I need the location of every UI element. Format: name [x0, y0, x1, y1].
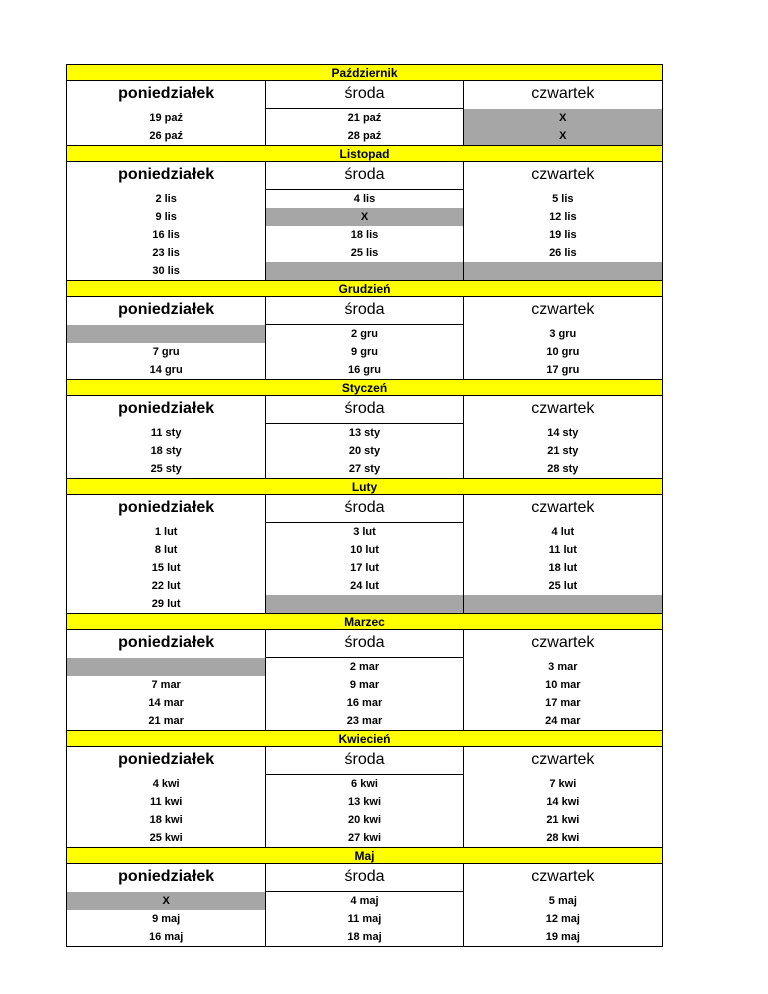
month-title: Styczeń: [66, 379, 663, 396]
table-row: [66, 190, 663, 208]
date-cell-thu: 24 mar: [545, 715, 581, 727]
date-cell-wed: 27 kwi: [265, 829, 463, 847]
month-section: [66, 478, 663, 613]
table-row: [66, 460, 663, 478]
date-cell-wed: 20 kwi: [265, 811, 463, 829]
header-thu: czwartek: [531, 868, 595, 885]
date-cell-wed: 21 paź: [265, 109, 463, 127]
header-thu: czwartek: [531, 85, 595, 102]
month-title: Kwiecień: [66, 730, 663, 747]
month-section: [66, 379, 663, 478]
date-cell-thu: 10 gru: [546, 346, 580, 358]
month-section: [66, 280, 663, 379]
date-cell-mon: 11 sty: [150, 427, 182, 439]
header-mon: poniedziałek: [118, 868, 215, 885]
header-wed: środa: [265, 495, 463, 523]
date-cell-mon: 11 kwi: [149, 796, 183, 808]
header-mon: poniedziałek: [118, 166, 215, 183]
date-cell-thu: 5 maj: [548, 895, 577, 907]
weekday-header-row: [66, 162, 663, 190]
header-wed: środa: [265, 297, 463, 325]
month-section: [66, 847, 663, 947]
header-mon: poniedziałek: [118, 751, 215, 768]
month-section: [66, 64, 663, 145]
date-cell-thu: 18 lut: [548, 562, 578, 574]
table-row: [66, 829, 663, 847]
date-cell-thu: 10 mar: [545, 679, 581, 691]
table-row: [66, 577, 663, 595]
table-row: [66, 541, 663, 559]
date-cell-mon: 18 kwi: [149, 814, 183, 826]
table-row: [66, 442, 663, 460]
header-mon: poniedziałek: [118, 634, 215, 651]
header-wed: środa: [265, 162, 463, 190]
header-thu: czwartek: [531, 166, 595, 183]
table-row: [66, 262, 663, 280]
date-cell-mon: 23 lis: [152, 247, 180, 259]
date-cell-thu: [464, 595, 662, 613]
date-cell-thu: 26 lis: [549, 247, 577, 259]
table-row: [66, 694, 663, 712]
date-cell-wed: 4 maj: [265, 892, 463, 910]
date-cell-wed: 18 lis: [265, 226, 463, 244]
date-cell-thu: X: [464, 127, 662, 145]
date-cell-mon: 18 sty: [150, 445, 182, 457]
table-row: [66, 343, 663, 361]
date-cell-wed: 13 sty: [265, 424, 463, 442]
date-cell-wed: 28 paź: [265, 127, 463, 145]
header-thu: czwartek: [531, 400, 595, 417]
month-title: Grudzień: [66, 280, 663, 297]
date-cell-wed: [265, 262, 463, 280]
date-cell-wed: 6 kwi: [265, 775, 463, 793]
weekday-header-row: [66, 630, 663, 658]
date-cell-wed: 24 lut: [265, 577, 463, 595]
date-cell-wed: X: [265, 208, 463, 226]
month-title: Maj: [66, 847, 663, 864]
date-cell-wed: 13 kwi: [265, 793, 463, 811]
weekday-header-row: [66, 81, 663, 109]
date-cell-thu: X: [464, 109, 662, 127]
table-row: [66, 109, 663, 127]
date-cell-wed: 2 gru: [265, 325, 463, 343]
weekday-header-row: [66, 747, 663, 775]
date-cell-mon: 26 paź: [149, 130, 183, 142]
header-wed: środa: [265, 864, 463, 892]
table-row: [66, 658, 663, 676]
header-mon: poniedziałek: [118, 301, 215, 318]
date-cell-thu: 28 sty: [547, 463, 579, 475]
date-cell-mon: 25 kwi: [149, 832, 183, 844]
table-row: [66, 226, 663, 244]
date-cell-wed: 9 mar: [265, 676, 463, 694]
header-thu: czwartek: [531, 751, 595, 768]
date-cell-thu: 4 lut: [551, 526, 575, 538]
date-cell-thu: 5 lis: [552, 193, 574, 205]
date-cell-wed: 9 gru: [265, 343, 463, 361]
date-cell-mon: X: [67, 892, 265, 910]
date-cell-mon: 4 kwi: [152, 778, 180, 790]
table-row: [66, 208, 663, 226]
date-cell-thu: 28 kwi: [546, 832, 580, 844]
date-cell-mon: 9 maj: [152, 913, 181, 925]
date-cell-thu: 14 sty: [547, 427, 579, 439]
date-cell-wed: 10 lut: [265, 541, 463, 559]
date-cell-thu: 11 lut: [548, 544, 577, 556]
schedule-table: [66, 64, 663, 947]
header-wed: środa: [265, 81, 463, 109]
header-wed: środa: [265, 396, 463, 424]
table-row: [66, 361, 663, 379]
date-cell-wed: 4 lis: [265, 190, 463, 208]
table-row: [66, 559, 663, 577]
date-cell-wed: 2 mar: [265, 658, 463, 676]
date-cell-mon: 8 lut: [154, 544, 178, 556]
date-cell-thu: 21 sty: [547, 445, 579, 457]
header-wed: środa: [265, 630, 463, 658]
date-cell-mon: 19 paź: [149, 112, 183, 124]
date-cell-thu: [464, 262, 662, 280]
date-cell-thu: 19 lis: [549, 229, 577, 241]
month-title: Marzec: [66, 613, 663, 630]
month-title: Listopad: [66, 145, 663, 162]
date-cell-wed: 20 sty: [265, 442, 463, 460]
date-cell-mon: 2 lis: [155, 193, 177, 205]
date-cell-mon: 21 mar: [148, 715, 184, 727]
date-cell-mon: [67, 325, 265, 343]
table-row: [66, 244, 663, 262]
weekday-header-row: [66, 396, 663, 424]
date-cell-thu: 17 mar: [545, 697, 581, 709]
table-row: [66, 712, 663, 730]
date-cell-mon: 1 lut: [154, 526, 178, 538]
table-row: [66, 595, 663, 613]
table-row: [66, 793, 663, 811]
table-row: [66, 928, 663, 947]
date-cell-wed: 3 lut: [265, 523, 463, 541]
date-cell-thu: 3 gru: [549, 328, 577, 340]
date-cell-mon: 7 gru: [152, 346, 180, 358]
date-cell-mon: 14 gru: [149, 364, 183, 376]
table-row: [66, 676, 663, 694]
month-section: [66, 613, 663, 730]
month-section: [66, 145, 663, 280]
header-mon: poniedziałek: [118, 400, 215, 417]
month-title: Październik: [66, 64, 663, 81]
date-cell-thu: 14 kwi: [546, 796, 580, 808]
date-cell-thu: 3 mar: [548, 661, 578, 673]
date-cell-thu: 12 lis: [549, 211, 577, 223]
header-thu: czwartek: [531, 301, 595, 318]
date-cell-wed: 18 maj: [265, 928, 463, 946]
date-cell-mon: 16 maj: [149, 931, 184, 943]
date-cell-mon: 22 lut: [151, 580, 181, 592]
header-mon: poniedziałek: [118, 499, 215, 516]
table-row: [66, 325, 663, 343]
date-cell-wed: 25 lis: [265, 244, 463, 262]
date-cell-mon: [67, 658, 265, 676]
date-cell-wed: 23 mar: [265, 712, 463, 730]
date-cell-thu: 25 lut: [548, 580, 578, 592]
table-row: [66, 424, 663, 442]
date-cell-thu: 19 maj: [545, 931, 580, 943]
date-cell-wed: [265, 595, 463, 613]
weekday-header-row: [66, 297, 663, 325]
table-row: [66, 892, 663, 910]
date-cell-wed: 16 mar: [265, 694, 463, 712]
table-row: [66, 910, 663, 928]
date-cell-wed: 16 gru: [265, 361, 463, 379]
date-cell-mon: 30 lis: [152, 265, 180, 277]
date-cell-thu: 7 kwi: [549, 778, 577, 790]
date-cell-thu: 21 kwi: [546, 814, 580, 826]
header-mon: poniedziałek: [118, 85, 215, 102]
month-section: [66, 730, 663, 847]
date-cell-thu: 12 maj: [545, 913, 580, 925]
header-thu: czwartek: [531, 499, 595, 516]
table-row: [66, 811, 663, 829]
date-cell-mon: 9 lis: [155, 211, 177, 223]
date-cell-wed: 27 sty: [265, 460, 463, 478]
header-thu: czwartek: [531, 634, 595, 651]
month-title: Luty: [66, 478, 663, 495]
date-cell-mon: 7 mar: [151, 679, 181, 691]
weekday-header-row: [66, 864, 663, 892]
weekday-header-row: [66, 495, 663, 523]
date-cell-thu: 17 gru: [546, 364, 580, 376]
header-wed: środa: [265, 747, 463, 775]
date-cell-mon: 25 sty: [150, 463, 182, 475]
date-cell-mon: 15 lut: [151, 562, 181, 574]
table-row: [66, 127, 663, 145]
date-cell-mon: 16 lis: [152, 229, 180, 241]
date-cell-mon: 29 lut: [151, 598, 181, 610]
table-row: [66, 523, 663, 541]
date-cell-mon: 14 mar: [148, 697, 184, 709]
date-cell-wed: 11 maj: [265, 910, 463, 928]
date-cell-wed: 17 lut: [265, 559, 463, 577]
table-row: [66, 775, 663, 793]
